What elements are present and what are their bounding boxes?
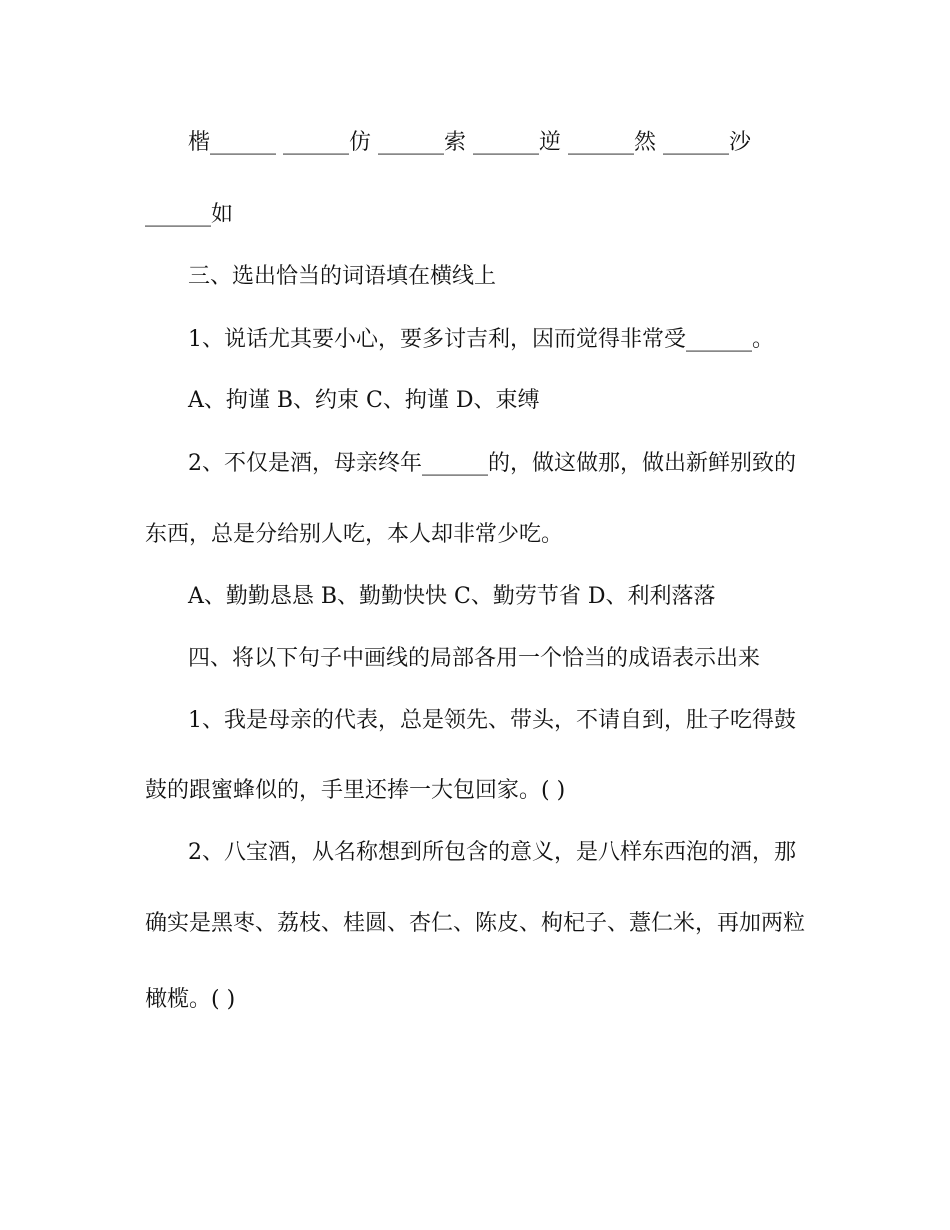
- section-four-heading: 四、将以下句子中画线的局部各用一个恰当的成语表示出来: [188, 646, 761, 671]
- question-3-2-text-continued: 东西，总是分给别人吃，本人却非常少吃。: [145, 522, 564, 547]
- question-4-1-text-continued: 鼓的跟蜜蜂似的，手里还捧一大包回家。( ): [145, 778, 566, 803]
- question-3-2-options: A、勤勤恳恳 B、勤勤快快 C、勤劳节省 D、利利落落: [188, 584, 716, 609]
- question-4-2-text-end: 橄榄。( ): [145, 987, 236, 1012]
- section-three-heading: 三、选出恰当的词语填在横线上: [188, 264, 497, 289]
- question-3-1-options: A、拘谨 B、约束 C、拘谨 D、束缚: [188, 388, 540, 413]
- question-4-1-text: 1、我是母亲的代表，总是领先、带头，不请自到，肚子吃得鼓: [188, 708, 796, 733]
- question-3-2-text: 2、不仅是酒，母亲终年______的，做这做那，做出新鲜别致的: [188, 451, 796, 476]
- question-4-2-text: 2、八宝酒，从名称想到所包含的意义，是八样东西泡的酒，那: [188, 840, 796, 865]
- fill-blank-idioms-line: 楷______ ______仿 ______索 ______逆 ______然 ______沙: [188, 130, 751, 155]
- question-4-2-text-continued: 确实是黑枣、荔枝、桂圆、杏仁、陈皮、枸杞子、薏仁米，再加两粒: [145, 911, 806, 936]
- question-3-1-text: 1、说话尤其要小心，要多讨吉利，因而觉得非常受______。: [188, 327, 774, 352]
- fill-blank-idioms-continuation: ______如: [145, 202, 234, 227]
